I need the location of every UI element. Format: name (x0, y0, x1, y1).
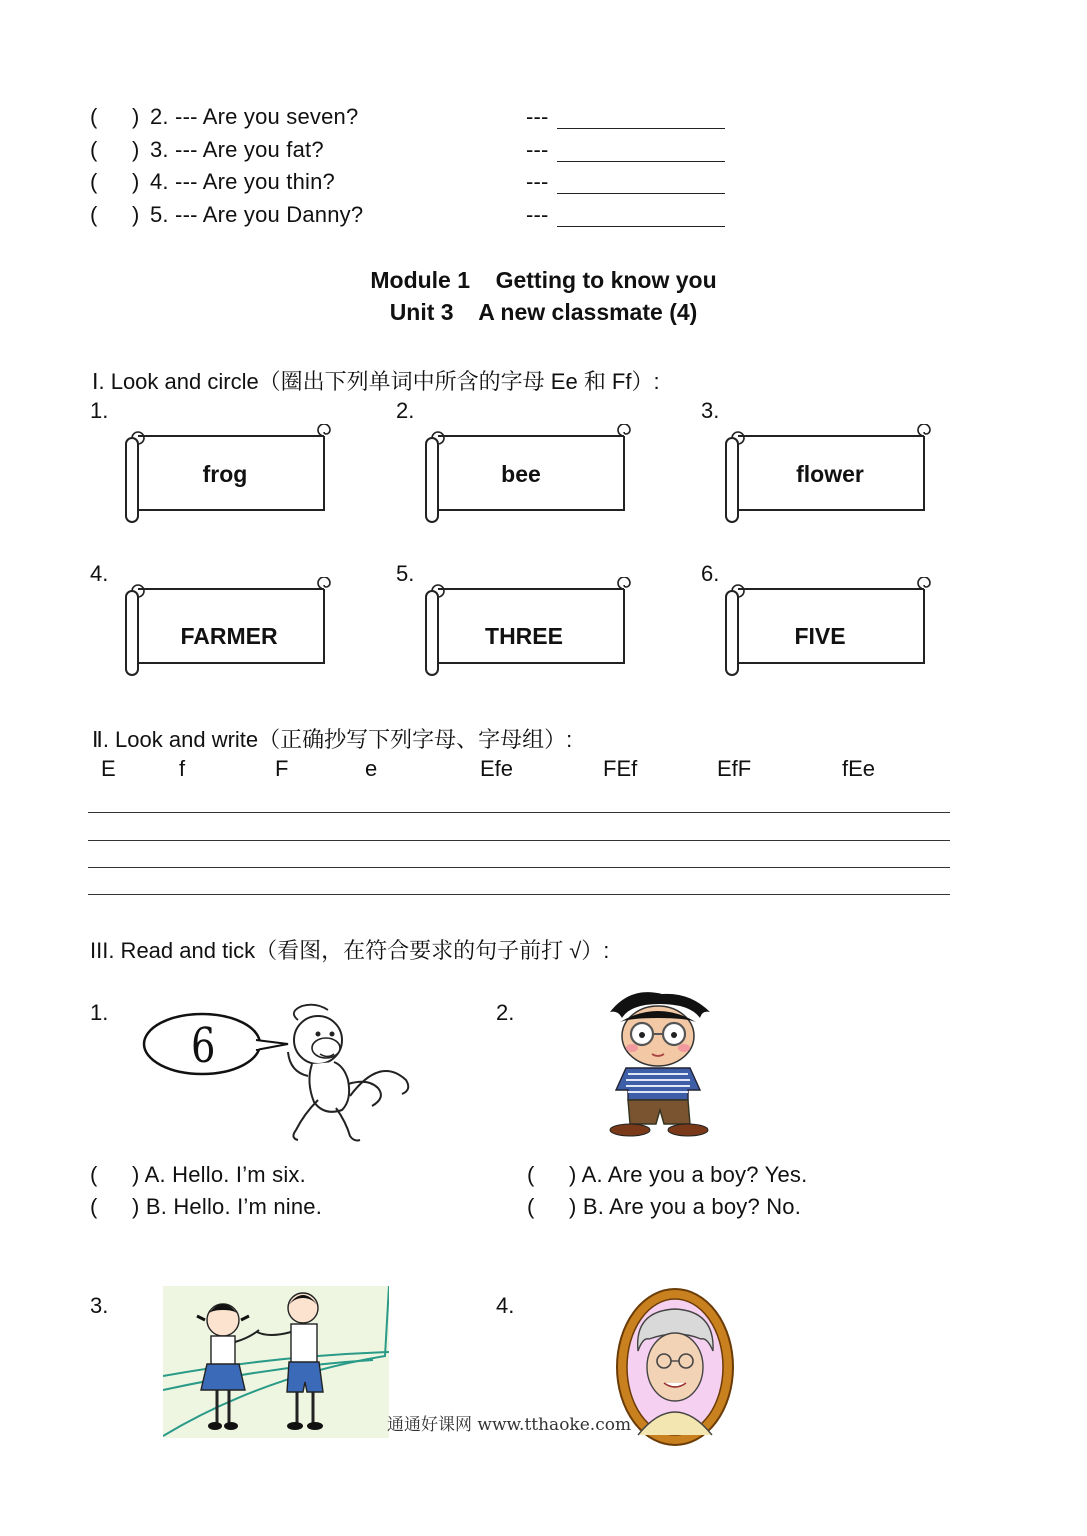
q1-option-a-text: ) A. Hello. I’m six. (132, 1162, 306, 1187)
question-2-answer-line[interactable] (557, 128, 725, 129)
watermark-text: 通通好课网 www.tthaoke.com (387, 1415, 632, 1435)
unit-title: Unit 3 A new classmate (4) (389, 299, 698, 325)
q3-number: 3. (90, 1293, 109, 1318)
question-3-paren: ( (90, 137, 98, 162)
letter-item: e (365, 756, 378, 781)
question-2-text: 2. --- Are you seven? (150, 104, 359, 129)
q2-option-a-paren: ( (527, 1162, 535, 1187)
letter-item: EfF (717, 756, 752, 781)
question-4-answer-prefix: --- (526, 169, 549, 194)
question-3-paren-close: ) (132, 137, 140, 162)
writing-line[interactable] (88, 840, 950, 841)
question-2-paren: ( (90, 104, 98, 129)
question-5-answer-line[interactable] (557, 226, 725, 227)
two-children-illustration (163, 1286, 389, 1438)
monkey-illustration (140, 1000, 415, 1148)
writing-line[interactable] (88, 894, 950, 895)
item-5-number: 5. (396, 561, 415, 586)
q1-option-b-paren: ( (90, 1194, 98, 1219)
q2-number: 2. (496, 1000, 515, 1025)
bubble-number: 6 (191, 1018, 216, 1074)
item-4-number: 4. (90, 561, 109, 586)
boy-with-glasses-illustration (596, 992, 720, 1140)
question-3-answer-prefix: --- (526, 137, 549, 162)
item-1-number: 1. (90, 398, 109, 423)
q1-number: 1. (90, 1000, 109, 1025)
question-5-paren-close: ) (132, 202, 140, 227)
scroll-2-word: bee (501, 461, 541, 487)
letter-item: f (179, 756, 186, 781)
section-3-title: III. Read and tick（看图，在符合要求的句子前打 √）: (90, 938, 610, 963)
letter-item: E (101, 756, 116, 781)
scroll-6-word: FIVE (794, 623, 846, 649)
letter-item: Efe (480, 756, 514, 781)
question-4-answer-line[interactable] (557, 193, 725, 194)
question-3-text: 3. --- Are you fat? (150, 137, 324, 162)
question-4-text: 4. --- Are you thin? (150, 169, 335, 194)
scroll-5-word: THREE (485, 623, 563, 649)
scroll-1-word: frog (202, 461, 248, 487)
module-title: Module 1 Getting to know you (370, 267, 717, 293)
section-2-title: Ⅱ. Look and write（正确抄写下列字母、字母组）: (92, 727, 573, 752)
section-1-title: Ⅰ. Look and circle（圈出下列单词中所含的字母 Ee 和 Ff）: (92, 369, 660, 394)
question-4-paren: ( (90, 169, 98, 194)
scroll-4-word: FARMER (180, 623, 278, 649)
q2-option-b-text: ) B. Are you a boy? No. (569, 1194, 802, 1219)
question-2-paren-close: ) (132, 104, 140, 129)
q2-option-b-paren: ( (527, 1194, 535, 1219)
q2-option-a-text: ) A. Are you a boy? Yes. (569, 1162, 808, 1187)
question-3-answer-line[interactable] (557, 161, 725, 162)
q1-option-a-paren: ( (90, 1162, 98, 1187)
item-3-number: 3. (701, 398, 720, 423)
q1-option-b-text: ) B. Hello. I’m nine. (132, 1194, 323, 1219)
writing-line[interactable] (88, 812, 950, 813)
question-5-answer-prefix: --- (526, 202, 549, 227)
q4-number: 4. (496, 1293, 515, 1318)
letter-item: FEf (603, 756, 638, 781)
question-5-paren: ( (90, 202, 98, 227)
question-5-text: 5. --- Are you Danny? (150, 202, 364, 227)
letter-item: F (275, 756, 289, 781)
scroll-3-word: flower (796, 461, 864, 487)
letter-item: fEe (842, 756, 876, 781)
question-2-answer-prefix: --- (526, 104, 549, 129)
item-2-number: 2. (396, 398, 415, 423)
writing-line[interactable] (88, 867, 950, 868)
item-6-number: 6. (701, 561, 720, 586)
question-4-paren-close: ) (132, 169, 140, 194)
